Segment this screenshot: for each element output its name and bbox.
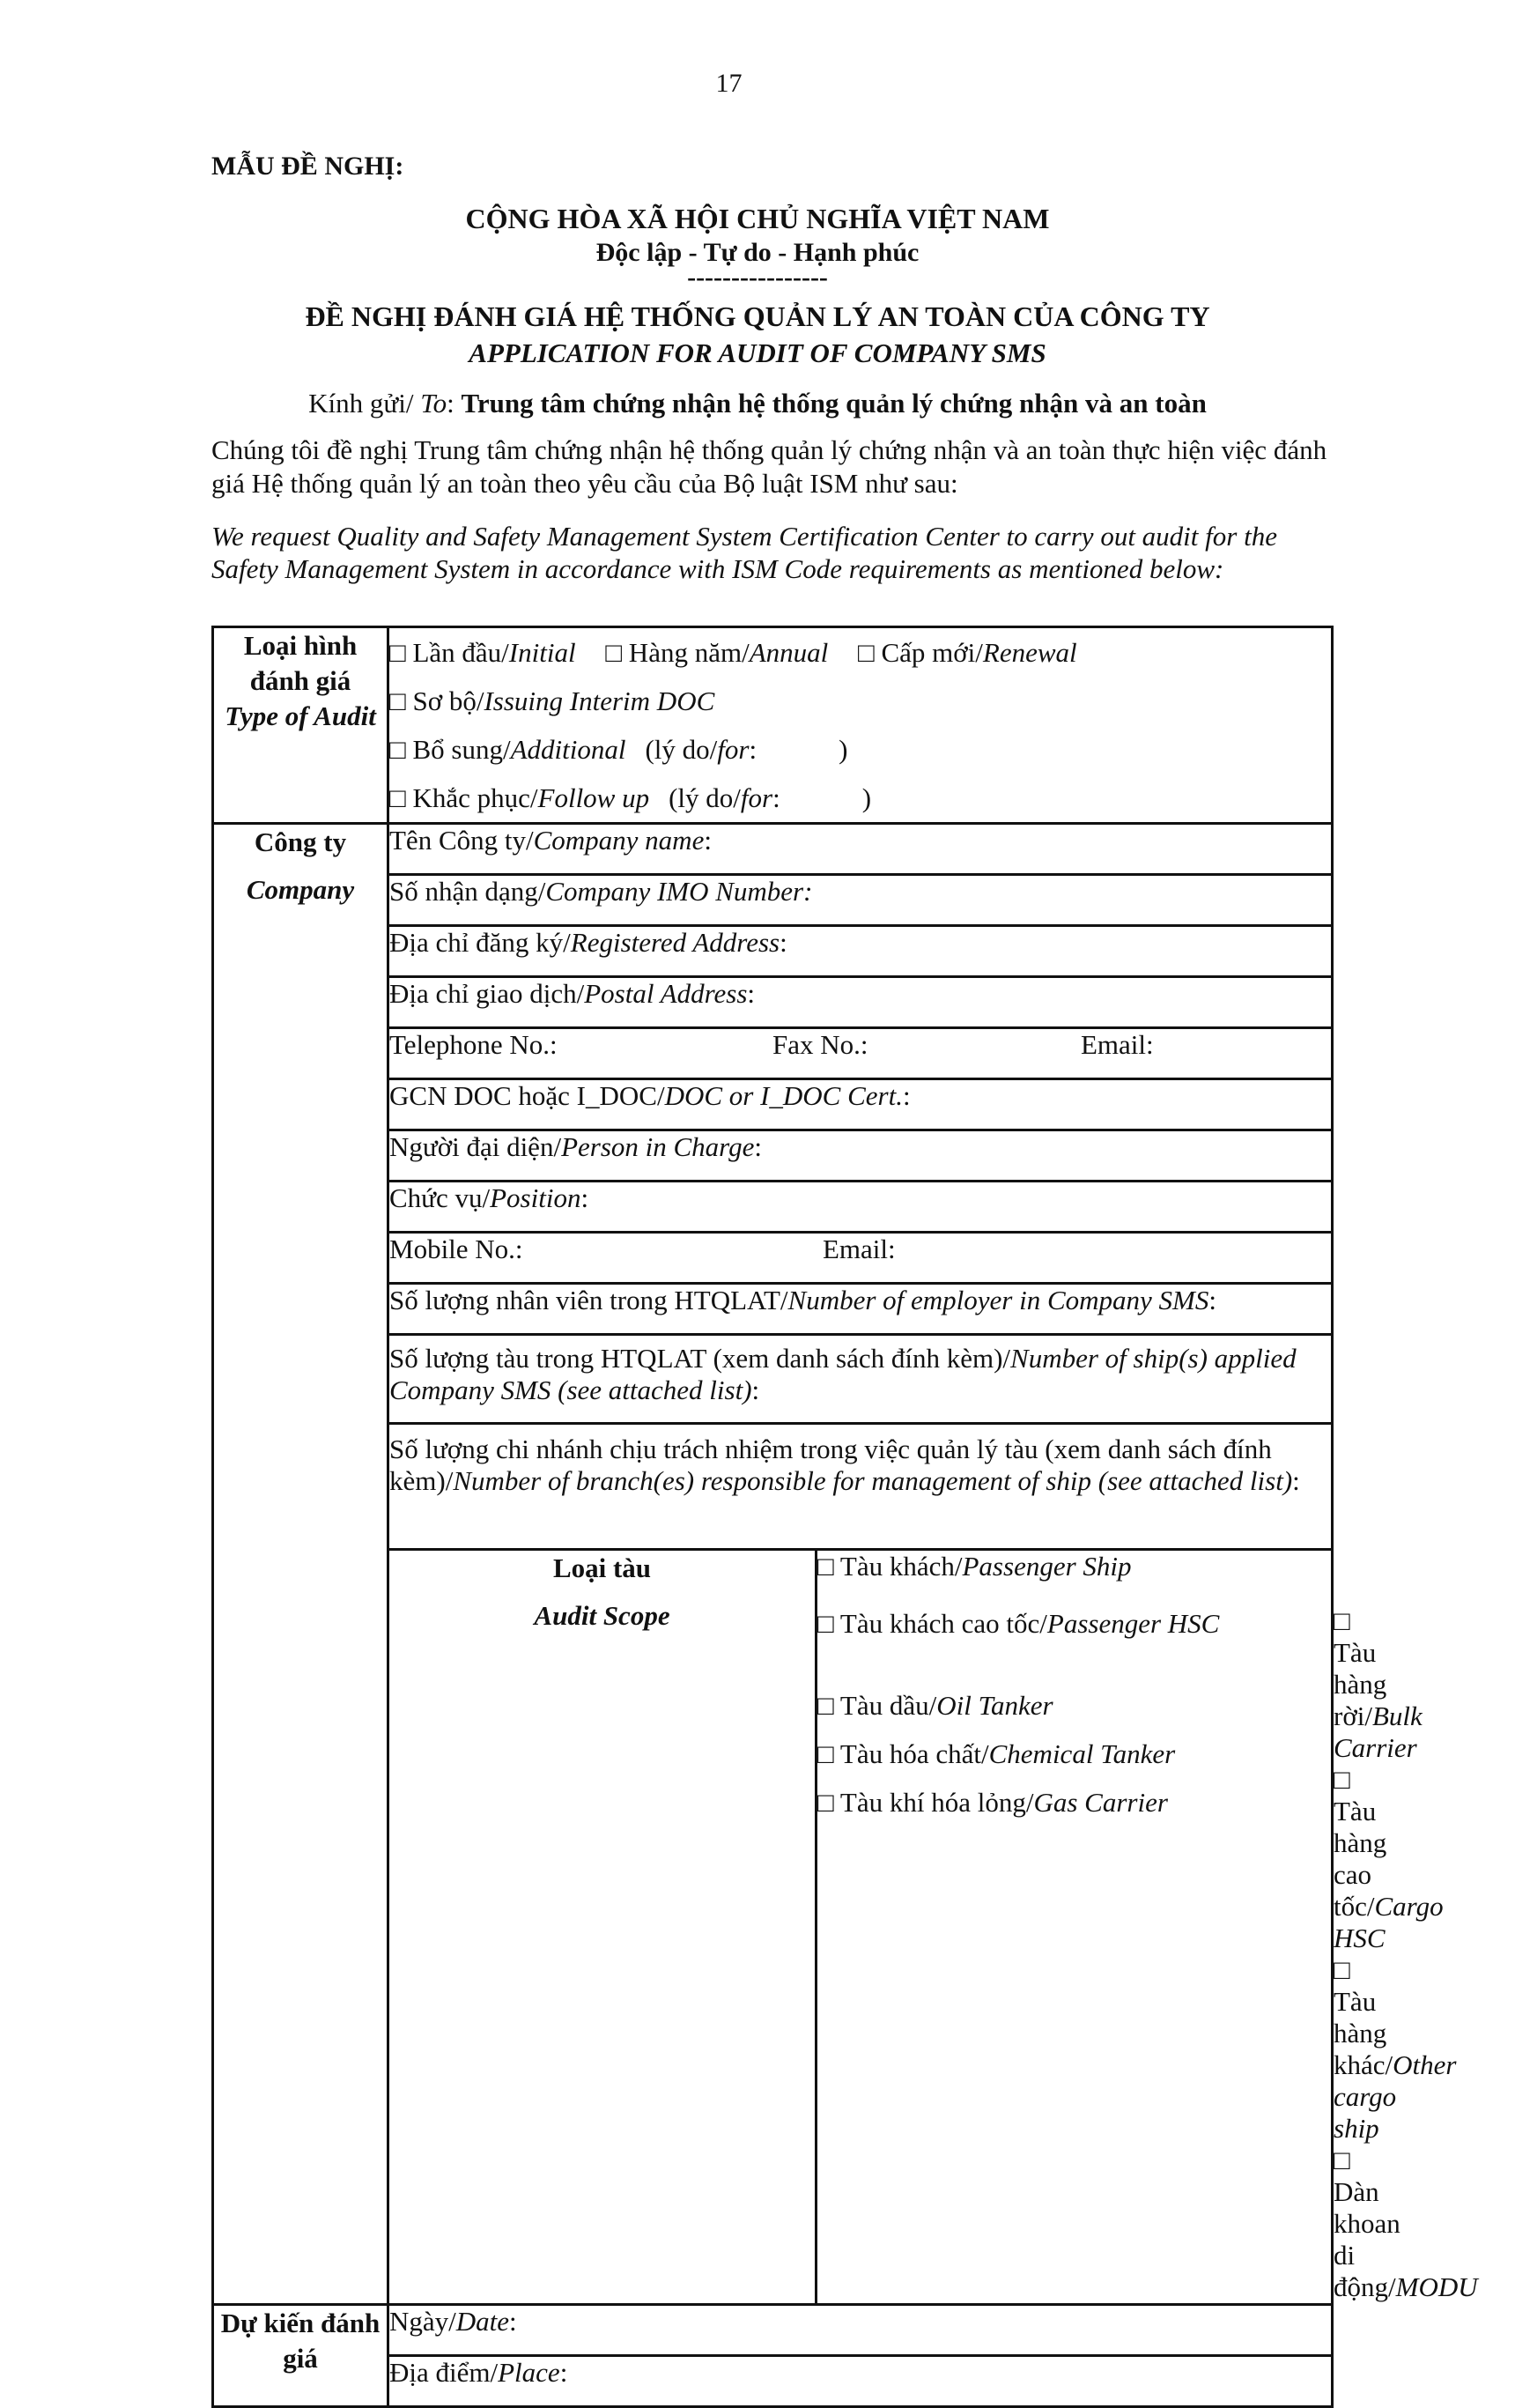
registered-address-en: Registered Address [570,927,780,958]
option-annual-vi: □ Hàng năm/ [605,637,750,668]
scope-passenger-ship-en: Passenger Ship [962,1551,1132,1582]
planned-audit-label-vi: Dự kiến đánh giá [220,2308,381,2374]
option-annual[interactable] [605,637,828,668]
planned-place-en: Place [498,2357,560,2388]
scope-oil-tanker-vi: □ Tàu dầu/ [817,1690,937,1721]
ships-en: Number of ship(s) applied Company SMS (see attached list) [389,1343,1297,1405]
scope-gas-carrier-en: Gas Carrier [1033,1787,1168,1818]
telephone-label: Telephone No.: [389,1029,558,1060]
registered-address-field[interactable]: Địa chỉ đăng ký/Registered Address: [388,926,1333,977]
ships-vi: Số lượng tàu trong HTQLAT (xem danh sách đính kèm)/ [389,1343,1011,1374]
company-label-en: Company [246,874,355,905]
mobile-field[interactable] [388,1233,1333,1284]
fax-label: Fax No.: [772,1029,868,1060]
scope-bulk-carrier-vi: □ Tàu hàng rời/ [1334,1605,1387,1731]
planned-date-field[interactable]: Ngày/Date: [388,2305,1333,2356]
option-followup-en: Follow up [537,782,650,813]
scope-gas-carrier-vi: □ Tàu khí hóa lỏng/ [817,1787,1034,1818]
followup-reason-close: : ) [772,782,872,813]
followup-reason-vi: (lý do/ [669,782,741,813]
planned-audit-label [213,2305,388,2407]
option-initial-en: Initial [508,637,576,668]
audit-scope-left [817,1550,1333,2305]
company-label [213,824,388,2305]
ships-field[interactable]: Số lượng tàu trong HTQLAT (xem danh sách đính kèm)/Number of ship(s) applied Company SMS (see attached list): [388,1335,1333,1424]
additional-reason-en: for [717,734,750,765]
registered-address-vi: Địa chỉ đăng ký/ [389,927,571,958]
scope-oil-tanker-en: Oil Tanker [936,1690,1053,1721]
option-additional-en: Additional [510,734,626,765]
scope-passenger-ship-vi: □ Tàu khách/ [817,1551,963,1582]
recipient-org: Trung tâm chứng nhận hệ thống quản lý chứng nhận và an toàn [461,388,1207,419]
type-of-audit-row [213,627,1333,824]
recipient-colon: : [447,388,462,419]
company-imo-field[interactable] [388,875,1333,926]
option-interim-vi: □ Sơ bộ/ [389,685,484,716]
branches-field[interactable]: Số lượng chi nhánh chịu trách nhiệm trong việc quản lý tàu (xem danh sách đính kèm)/Number of branch(es) responsible for management of ship (see attached list): [388,1424,1333,1550]
branches-vi: Số lượng chi nhánh chịu trách nhiệm trong việc quản lý tàu (xem danh sách đính kèm)/ [389,1434,1272,1496]
additional-reason-vi: (lý do/ [645,734,718,765]
scope-chemical-tanker-en: Chemical Tanker [988,1738,1176,1769]
request-text-vi: Chúng tôi đề nghị Trung tâm chứng nhận hệ thống quản lý chứng nhận và an toàn thực hiện việc đánh giá Hệ thống quản lý an toàn theo yêu cầu của Bộ luật ISM như sau: [211,434,1327,499]
document-title-en: APPLICATION FOR AUDIT OF COMPANY SMS [469,337,1046,368]
scope-chemical-tanker[interactable] [817,1738,1331,1787]
request-text-en: We request Quality and Safety Management System Certification Center to carry out audit for the Safety Management System in accordance with ISM Code requirements as mentioned below: [211,521,1277,584]
scope-gas-carrier[interactable] [817,1787,1331,1835]
national-title: CỘNG HÒA XÃ HỘI CHỦ NGHĨA VIỆT NAM [465,203,1050,234]
scope-other-cargo-en: Other cargo ship [1334,2049,1457,2144]
recipient-line [0,388,1515,419]
planned-date-en: Date [455,2306,510,2337]
type-of-audit-options [388,627,1333,824]
scope-passenger-hsc-en: Passenger HSC [1046,1608,1220,1639]
scope-modu-en: MODU [1395,2271,1478,2302]
scope-passenger-hsc-vi: □ Tàu khách cao tốc/ [817,1608,1047,1639]
scope-cargo-hsc-en: Cargo HSC [1334,1891,1444,1953]
postal-address-field[interactable]: Địa chỉ giao dịch/Postal Address: [388,977,1333,1028]
position-field[interactable]: Chức vụ/Position: [388,1182,1333,1233]
option-initial[interactable] [389,637,576,668]
recipient-to: To [420,388,447,419]
form-label: MẪU ĐỀ NGHỊ: [211,152,404,181]
doc-cert-en: DOC or I_DOC Cert. [664,1080,903,1111]
document-title: ĐỀ NGHỊ ĐÁNH GIÁ HỆ THỐNG QUẢN LÝ AN TOÀN CỦA CÔNG TY [305,300,1210,332]
mobile-label: Mobile No.: [389,1234,523,1264]
mobile-email-label: Email: [823,1234,896,1264]
position-vi: Chức vụ/ [389,1182,491,1213]
person-in-charge-en: Person in Charge [561,1131,755,1162]
employees-vi: Số lượng nhân viên trong HTQLAT/ [389,1285,788,1315]
contact-field[interactable] [388,1028,1333,1079]
company-label-vi: Công ty [254,826,347,857]
scope-modu-vi: □ Dàn khoan di động/ [1334,2145,1400,2302]
scope-passenger-hsc[interactable] [817,1599,1331,1690]
scope-cargo-hsc-vi: □ Tàu hàng cao tốc/ [1334,1764,1387,1922]
recipient-lead: Kính gửi/ [308,388,421,419]
option-renewal[interactable] [858,637,1077,668]
doc-cert-field[interactable]: GCN DOC hoặc I_DOC/DOC or I_DOC Cert.: [388,1079,1333,1130]
option-followup[interactable] [389,774,1331,822]
additional-reason-close: : ) [749,734,848,765]
person-in-charge-field[interactable]: Người đại diện/Person in Charge: [388,1130,1333,1182]
scope-other-cargo-vi: □ Tàu hàng khác/ [1334,1954,1393,2080]
option-interim-en: Issuing Interim DOC [484,685,715,716]
postal-address-vi: Địa chỉ giao dịch/ [389,978,585,1009]
option-renewal-en: Renewal [982,637,1077,668]
followup-reason-en: for [740,782,773,813]
type-of-audit-label-en: Type of Audit [225,700,376,731]
type-of-audit-label [213,627,388,824]
header-divider: ---------------- [687,263,828,292]
page-number: 17 [715,69,743,98]
planned-date-row [213,2305,1333,2356]
company-imo-vi: Số nhận dạng/ [389,876,546,907]
company-name-vi: Tên Công ty/ [389,825,534,856]
planned-place-field[interactable]: Địa điểm/Place: [388,2356,1333,2407]
option-annual-en: Annual [749,637,829,668]
audit-scope-label-en: Audit Scope [534,1600,670,1631]
position-en: Position [490,1182,581,1213]
option-renewal-vi: □ Cấp mới/ [858,637,983,668]
option-additional-vi: □ Bổ sung/ [389,734,511,765]
doc-cert-vi: GCN DOC hoặc I_DOC/ [389,1080,665,1111]
company-imo-en: Company IMO Number: [545,876,813,907]
audit-scope-label [388,1550,817,2305]
option-additional[interactable] [389,725,1331,774]
person-in-charge-vi: Người đại diện/ [389,1131,562,1162]
postal-address-en: Postal Address [584,978,748,1009]
scope-chemical-tanker-vi: □ Tàu hóa chất/ [817,1738,989,1769]
scope-passenger-ship[interactable] [817,1551,1331,1599]
option-interim[interactable] [389,677,1331,725]
national-motto: Độc lập - Tự do - Hạnh phúc [595,238,920,267]
type-of-audit-label-vi: Loại hình đánh giá [243,630,358,696]
company-name-field[interactable]: Tên Công ty/Company name: [388,824,1333,875]
employees-field[interactable]: Số lượng nhân viên trong HTQLAT/Number of employer in Company SMS: [388,1284,1333,1335]
option-initial-vi: □ Lần đầu/ [389,637,509,668]
email-label: Email: [1081,1029,1154,1060]
audit-application-table [211,626,1478,2408]
scope-bulk-carrier-en: Bulk Carrier [1334,1700,1423,1763]
planned-date-vi: Ngày/ [389,2306,456,2337]
audit-scope-label-vi: Loại tàu [552,1552,652,1583]
company-name-row [213,824,1333,875]
branches-en: Number of branch(es) responsible for management of ship (see attached list) [453,1465,1293,1496]
company-name-en: Company name [533,825,705,856]
employees-en: Number of employer in Company SMS [787,1285,1209,1315]
option-followup-vi: □ Khắc phục/ [389,782,538,813]
scope-oil-tanker[interactable] [817,1690,1331,1738]
planned-place-vi: Địa điểm/ [389,2357,499,2388]
